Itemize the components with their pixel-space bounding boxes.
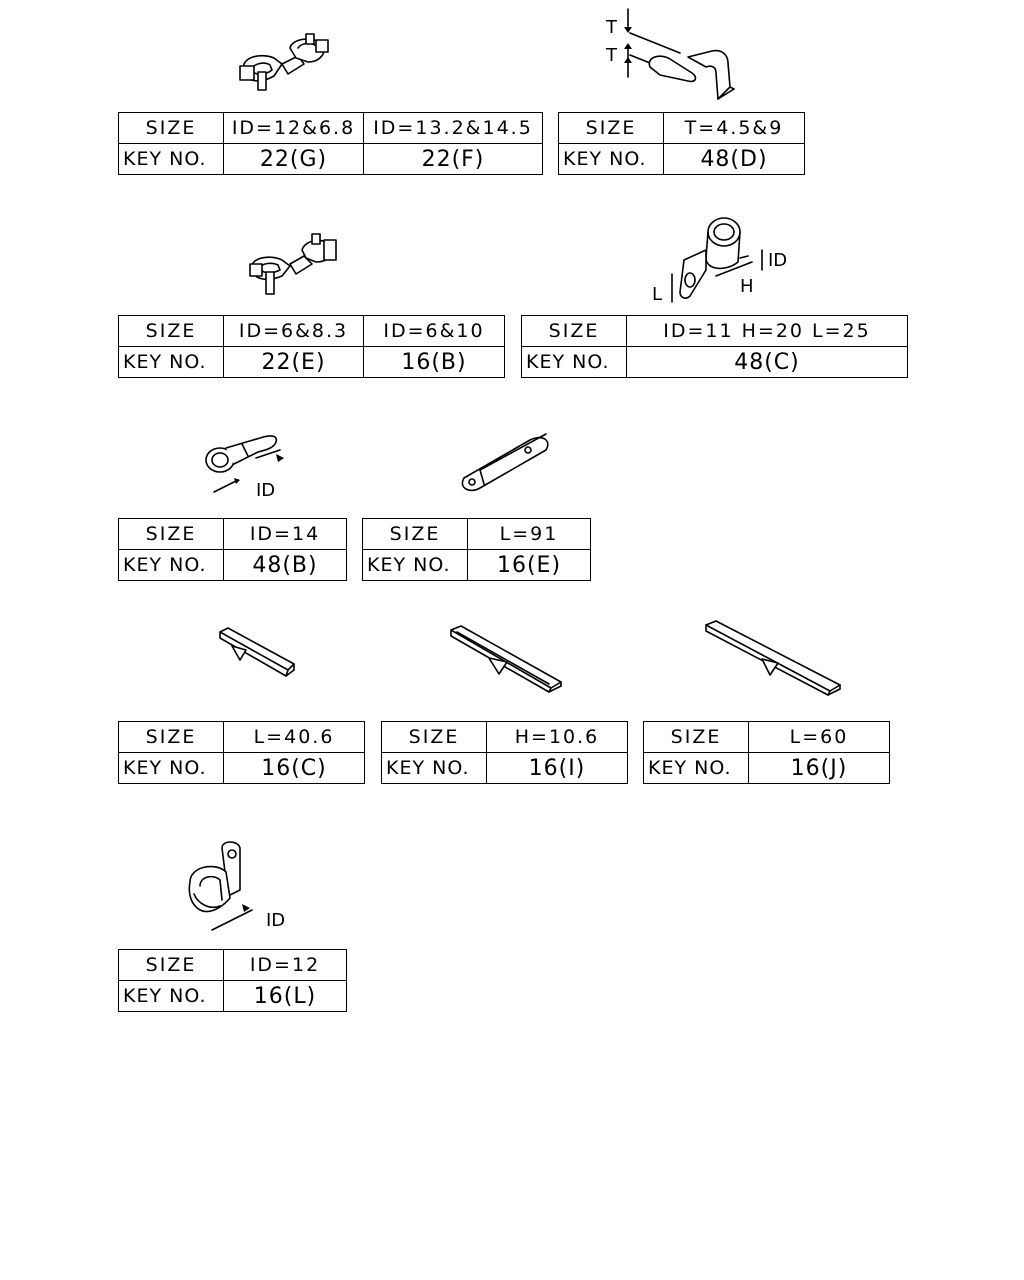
key-value: 16(J) [749,753,890,784]
spec-table-22e-16b [118,315,505,378]
key-label: KEY NO. [559,144,664,175]
size-row [522,316,908,347]
key-row [363,550,591,581]
size-value: T=4.5&9 [664,113,805,144]
size-row [119,519,347,550]
size-label: SIZE [522,316,627,347]
key-row [119,753,365,784]
spec-table-48c [521,315,908,378]
size-value: ID=13.2&14.5 [364,113,543,144]
key-label: KEY NO. [119,981,224,1012]
key-row [119,550,347,581]
key-label: KEY NO. [522,347,627,378]
size-row [559,113,805,144]
key-label: KEY NO. [119,550,224,581]
pipe-clip-illustration [200,420,300,500]
size-label: SIZE [119,519,224,550]
key-row [382,753,628,784]
size-value: ID=12&6.8 [224,113,364,144]
key-label: KEY NO. [363,550,468,581]
size-label: SIZE [119,113,224,144]
size-label: SIZE [559,113,664,144]
key-label: KEY NO. [119,753,224,784]
key-row [644,753,890,784]
size-row [119,113,543,144]
key-value: 16(B) [364,347,505,378]
bar-clip-medium-illustration [445,620,575,695]
key-row [559,144,805,175]
p-clip-illustration [640,210,800,310]
spec-table-16l [118,949,347,1012]
size-row [644,722,890,753]
double-clip-small-illustration [240,232,350,302]
size-value: ID=12 [224,950,347,981]
key-value: 22(G) [224,144,364,175]
size-label: SIZE [644,722,749,753]
key-value: 16(C) [224,753,365,784]
spec-table-48b [118,518,347,581]
bent-clip-illustration [600,5,750,105]
size-value: ID=6&10 [364,316,505,347]
size-row [119,950,347,981]
dimension-label-t-lower: T [606,45,617,66]
spec-table-16e [362,518,591,581]
key-row [119,981,347,1012]
dimension-label-id: ID [768,250,788,271]
spec-table-16i [381,721,628,784]
dimension-label-l: L [652,284,663,305]
key-label: KEY NO. [382,753,487,784]
spec-table-16c [118,721,365,784]
bar-clip-long-illustration [700,615,850,700]
key-value: 22(F) [364,144,543,175]
size-label: SIZE [119,722,224,753]
double-clip-illustration [230,30,340,100]
size-row [363,519,591,550]
size-row [119,722,365,753]
size-value: L=91 [468,519,591,550]
size-value: ID=11 H=20 L=25 [627,316,908,347]
key-value: 48(B) [224,550,347,581]
key-row [119,347,505,378]
key-label: KEY NO. [644,753,749,784]
key-value: 22(E) [224,347,364,378]
size-value: L=40.6 [224,722,365,753]
dimension-label-t-upper: T [606,17,617,38]
dimension-label-id: ID [256,480,276,501]
size-value: H=10.6 [487,722,628,753]
key-row [119,144,543,175]
key-value: 16(L) [224,981,347,1012]
spec-table-22g-22f [118,112,543,175]
dimension-label-id: ID [266,910,286,931]
key-label: KEY NO. [119,347,224,378]
size-value: L=60 [749,722,890,753]
size-value: ID=14 [224,519,347,550]
key-value: 16(E) [468,550,591,581]
size-label: SIZE [382,722,487,753]
size-label: SIZE [363,519,468,550]
spec-table-48d [558,112,805,175]
key-row [522,347,908,378]
flat-strap-illustration [450,430,560,500]
size-row [382,722,628,753]
size-row [119,316,505,347]
key-value: 48(D) [664,144,805,175]
key-label: KEY NO. [119,144,224,175]
folded-clip-illustration [170,838,300,938]
size-label: SIZE [119,950,224,981]
size-label: SIZE [119,316,224,347]
spec-table-16j [643,721,890,784]
bar-clip-short-illustration [210,620,310,685]
size-value: ID=6&8.3 [224,316,364,347]
dimension-label-h: H [740,276,754,297]
key-value: 16(I) [487,753,628,784]
key-value: 48(C) [627,347,908,378]
